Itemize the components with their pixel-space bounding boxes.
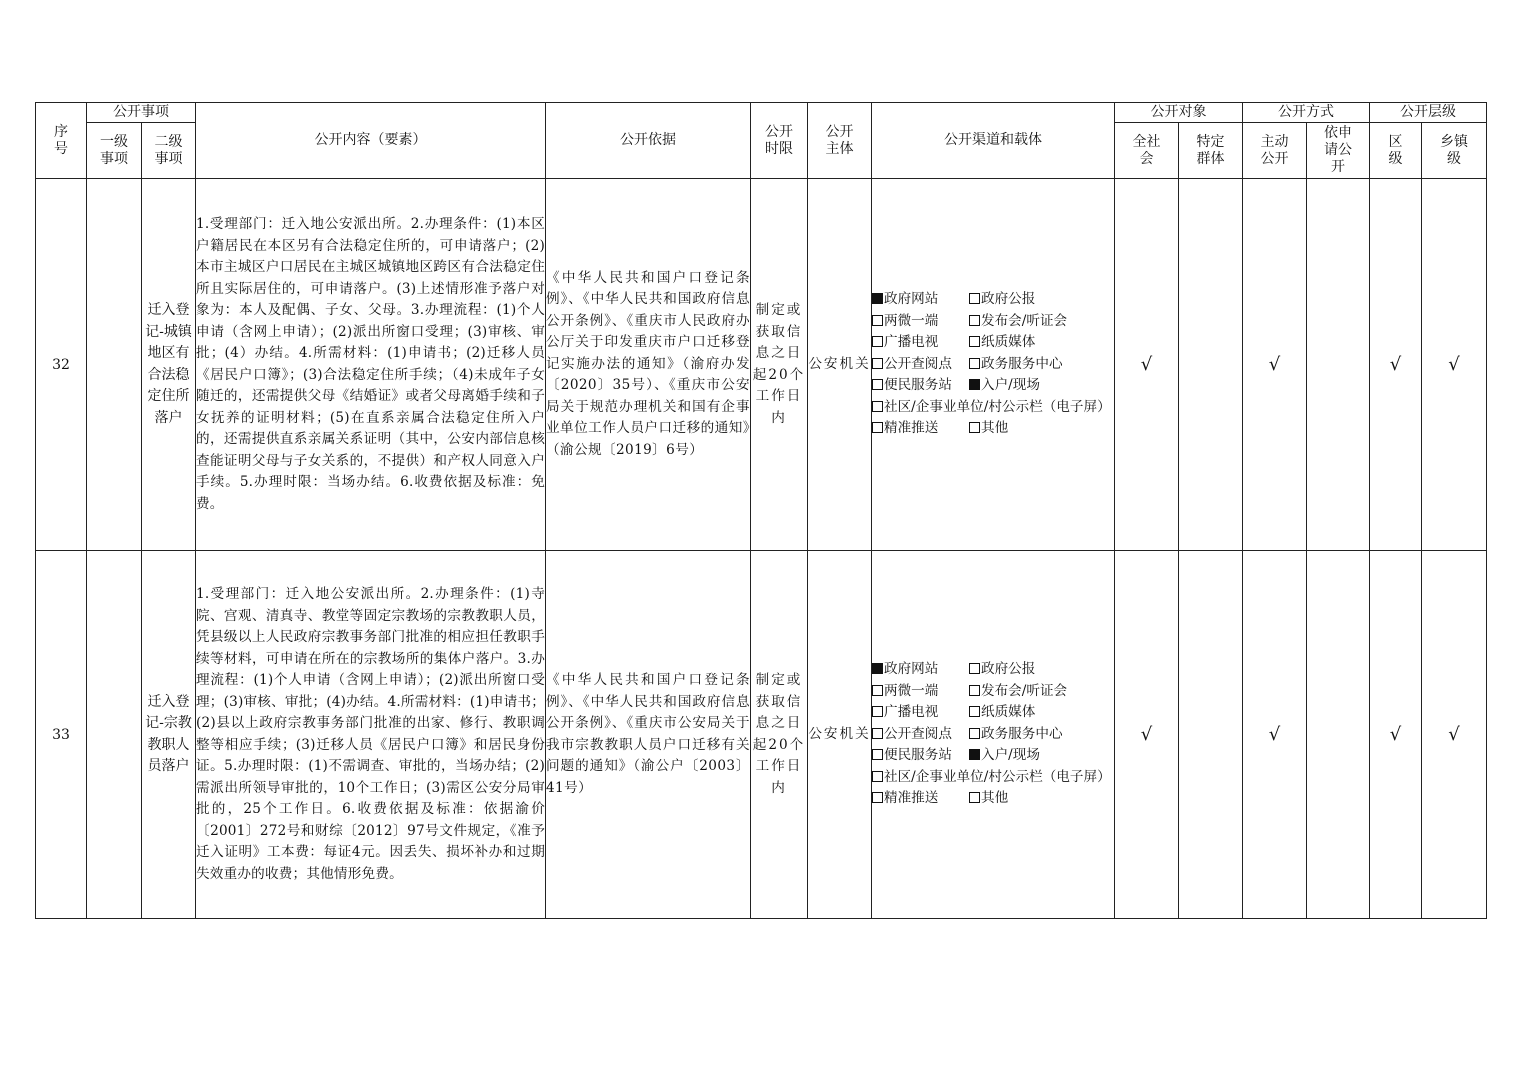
header-channels: 公开渠道和载体: [872, 103, 1115, 179]
channel-other: 其他: [969, 418, 1008, 440]
row-target-specific: [1179, 551, 1243, 919]
channel-push: 精准推送: [872, 418, 969, 440]
channel-convenience: 便民服务站: [872, 745, 969, 767]
checkbox-checked-icon: [872, 293, 883, 304]
row-level-district: √: [1370, 551, 1422, 919]
header-method: 公开方式: [1243, 103, 1370, 123]
channel-paper: 纸质媒体: [969, 332, 1035, 354]
checkbox-icon: [872, 792, 883, 803]
table-row: [36, 551, 1487, 919]
header-target: 公开对象: [1115, 103, 1243, 123]
checkbox-checked-icon: [969, 379, 980, 390]
row-method-active: √: [1243, 179, 1307, 551]
header-target-all: 全社会: [1115, 123, 1179, 179]
channel-website: 政府网站: [872, 289, 969, 311]
channel-community: 社区/企事业单位/村公示栏（电子屏）: [872, 397, 1114, 419]
checkbox-icon: [969, 728, 980, 739]
header-method-active: 主动公开: [1243, 123, 1307, 179]
checkbox-icon: [872, 401, 883, 412]
header-seq: 序号: [36, 103, 87, 179]
checkbox-icon: [969, 422, 980, 433]
checkbox-icon: [969, 293, 980, 304]
row-content: 1.受理部门：迁入地公安派出所。2.办理条件：(1)寺院、宫观、清真寺、教堂等固定宗教场的宗教教职人员，凭县级以上人民政府宗教事务部门批准的相应担任教职手续等材料，可申请在所在的宗教场所的集体户落户。3.办理流程：(1)个人申请（含网上申请）；(2)派出所窗口受理；(3)审核、审批；(4)办结。4.所需材料：(1)申请书；(2)县以上政府宗教事务部门批准的出家、修行、教职调整等相应手续；(3)迁移人员《居民户口簿》和居民身份证。5.办理时限：(1)不需调查、审批的，当场办结；(2)需派出所领导审批的，10个工作日；(3)需区公安分局审批的，25个工作日。6.收费依据及标准：依据渝价〔2001〕272号和财综〔2012〕97号文件规定，《准予迁入证明》工本费：每证4元。因丢失、损坏补办和过期失效重办的收费；其他情形免费。: [196, 551, 546, 919]
header-level-town: 乡镇级: [1422, 123, 1487, 179]
header-level2: 二级事项: [142, 123, 196, 179]
row-subject: 公安机关: [808, 179, 872, 551]
row-method-apply: [1307, 551, 1370, 919]
row-target-all: √: [1115, 179, 1179, 551]
row-level-town: √: [1422, 179, 1487, 551]
channel-push: 精准推送: [872, 788, 969, 810]
header-subject: 公开主体: [808, 103, 872, 179]
checkbox-icon: [969, 792, 980, 803]
checkbox-checked-icon: [872, 663, 883, 674]
channel-tv: 广播电视: [872, 332, 969, 354]
checkbox-icon: [872, 728, 883, 739]
row-level2: 迁入登记-宗教教职人员落户: [142, 551, 196, 919]
row-target-all: √: [1115, 551, 1179, 919]
row-channels: [872, 179, 1115, 551]
row-time-limit: 制定或获取信息之日起20个工作日内: [751, 179, 808, 551]
checkbox-icon: [872, 749, 883, 760]
checkbox-icon: [872, 685, 883, 696]
checkbox-checked-icon: [969, 749, 980, 760]
channel-convenience: 便民服务站: [872, 375, 969, 397]
checkbox-icon: [969, 685, 980, 696]
row-time-limit: 制定或获取信息之日起20个工作日内: [751, 551, 808, 919]
header-level: 公开层级: [1370, 103, 1487, 123]
header-level-district: 区级: [1370, 123, 1422, 179]
header-method-apply: 依申请公开: [1307, 123, 1370, 179]
checkbox-icon: [872, 336, 883, 347]
channel-lookup: 公开查阅点: [872, 354, 969, 376]
row-level1: [87, 179, 142, 551]
header-level1: 一级事项: [87, 123, 142, 179]
channel-gazette: 政府公报: [969, 289, 1035, 311]
checkbox-icon: [969, 663, 980, 674]
channel-service-center: 政务服务中心: [969, 354, 1063, 376]
channel-gazette: 政府公报: [969, 659, 1035, 681]
checkbox-icon: [872, 358, 883, 369]
checkbox-icon: [969, 358, 980, 369]
row-method-apply: [1307, 179, 1370, 551]
checkbox-icon: [872, 422, 883, 433]
row-level1: [87, 551, 142, 919]
row-basis: 《中华人民共和国户口登记条例》、《中华人民共和国政府信息公开条例》、《重庆市人民政府办公厅关于印发重庆市户口迁移登记实施办法的通知》（渝府办发〔2020〕35号）、《重庆市公安局关于规范办理机关和国有企事业单位工作人员户口迁移的通知》（渝公规〔2019〕6号）: [546, 179, 751, 551]
row-level2: 迁入登记-城镇地区有合法稳定住所落户: [142, 179, 196, 551]
channel-press: 发布会/听证会: [969, 311, 1067, 333]
channel-two-micro: 两微一端: [872, 311, 969, 333]
checkbox-icon: [872, 315, 883, 326]
channel-onsite: 入户/现场: [969, 375, 1040, 397]
header-matters: 公开事项: [87, 103, 196, 123]
checkbox-icon: [969, 706, 980, 717]
channel-onsite: 入户/现场: [969, 745, 1040, 767]
row-seq: 32: [36, 179, 87, 551]
row-method-active: √: [1243, 551, 1307, 919]
channel-lookup: 公开查阅点: [872, 724, 969, 746]
channel-website: 政府网站: [872, 659, 969, 681]
checkbox-icon: [969, 336, 980, 347]
channel-service-center: 政务服务中心: [969, 724, 1063, 746]
header-basis: 公开依据: [546, 103, 751, 179]
row-channels: [872, 551, 1115, 919]
disclosure-table: [35, 102, 1487, 919]
row-level-town: √: [1422, 551, 1487, 919]
row-seq: 33: [36, 551, 87, 919]
channel-two-micro: 两微一端: [872, 681, 969, 703]
channel-community: 社区/企事业单位/村公示栏（电子屏）: [872, 767, 1114, 789]
channel-other: 其他: [969, 788, 1008, 810]
channel-press: 发布会/听证会: [969, 681, 1067, 703]
header-content: 公开内容（要素）: [196, 103, 546, 179]
header-time-limit: 公开时限: [751, 103, 808, 179]
channel-tv: 广播电视: [872, 702, 969, 724]
channel-paper: 纸质媒体: [969, 702, 1035, 724]
row-content: 1.受理部门：迁入地公安派出所。2.办理条件：(1)本区户籍居民在本区另有合法稳定住所的，可申请落户；(2)本市主城区户口居民在主城区城镇地区跨区有合法稳定住所且实际居住的，可申请落户。(3)上述情形准予落户对象为：本人及配偶、子女、父母。3.办理流程：(1)个人申请（含网上申请）；(2)派出所窗口受理；(3)审核、审批；(4）办结。4.所需材料：(1)申请书；(2)迁移人员《居民户口簿》；(3)合法稳定住所手续；（4)未成年子女随迁的，还需提供父母《结婚证》或者父母离婚手续和子女抚养的证明材料；(5)在直系亲属合法稳定住所入户的，还需提供直系亲属关系证明（其中，公安内部信息核查能证明父母与子女关系的，不提供）和产权人同意入户手续。5.办理时限：当场办结。6.收费依据及标准：免费。: [196, 179, 546, 551]
row-target-specific: [1179, 179, 1243, 551]
checkbox-icon: [969, 315, 980, 326]
row-level-district: √: [1370, 179, 1422, 551]
row-basis: 《中华人民共和国户口登记条例》、《中华人民共和国政府信息公开条例》、《重庆市公安局关于我市宗教教职人员户口迁移有关问题的通知》（渝公户〔2003〕41号）: [546, 551, 751, 919]
row-subject: 公安机关: [808, 551, 872, 919]
checkbox-icon: [872, 771, 883, 782]
checkbox-icon: [872, 379, 883, 390]
header-target-specific: 特定群体: [1179, 123, 1243, 179]
checkbox-icon: [872, 706, 883, 717]
table-row: [36, 179, 1487, 551]
